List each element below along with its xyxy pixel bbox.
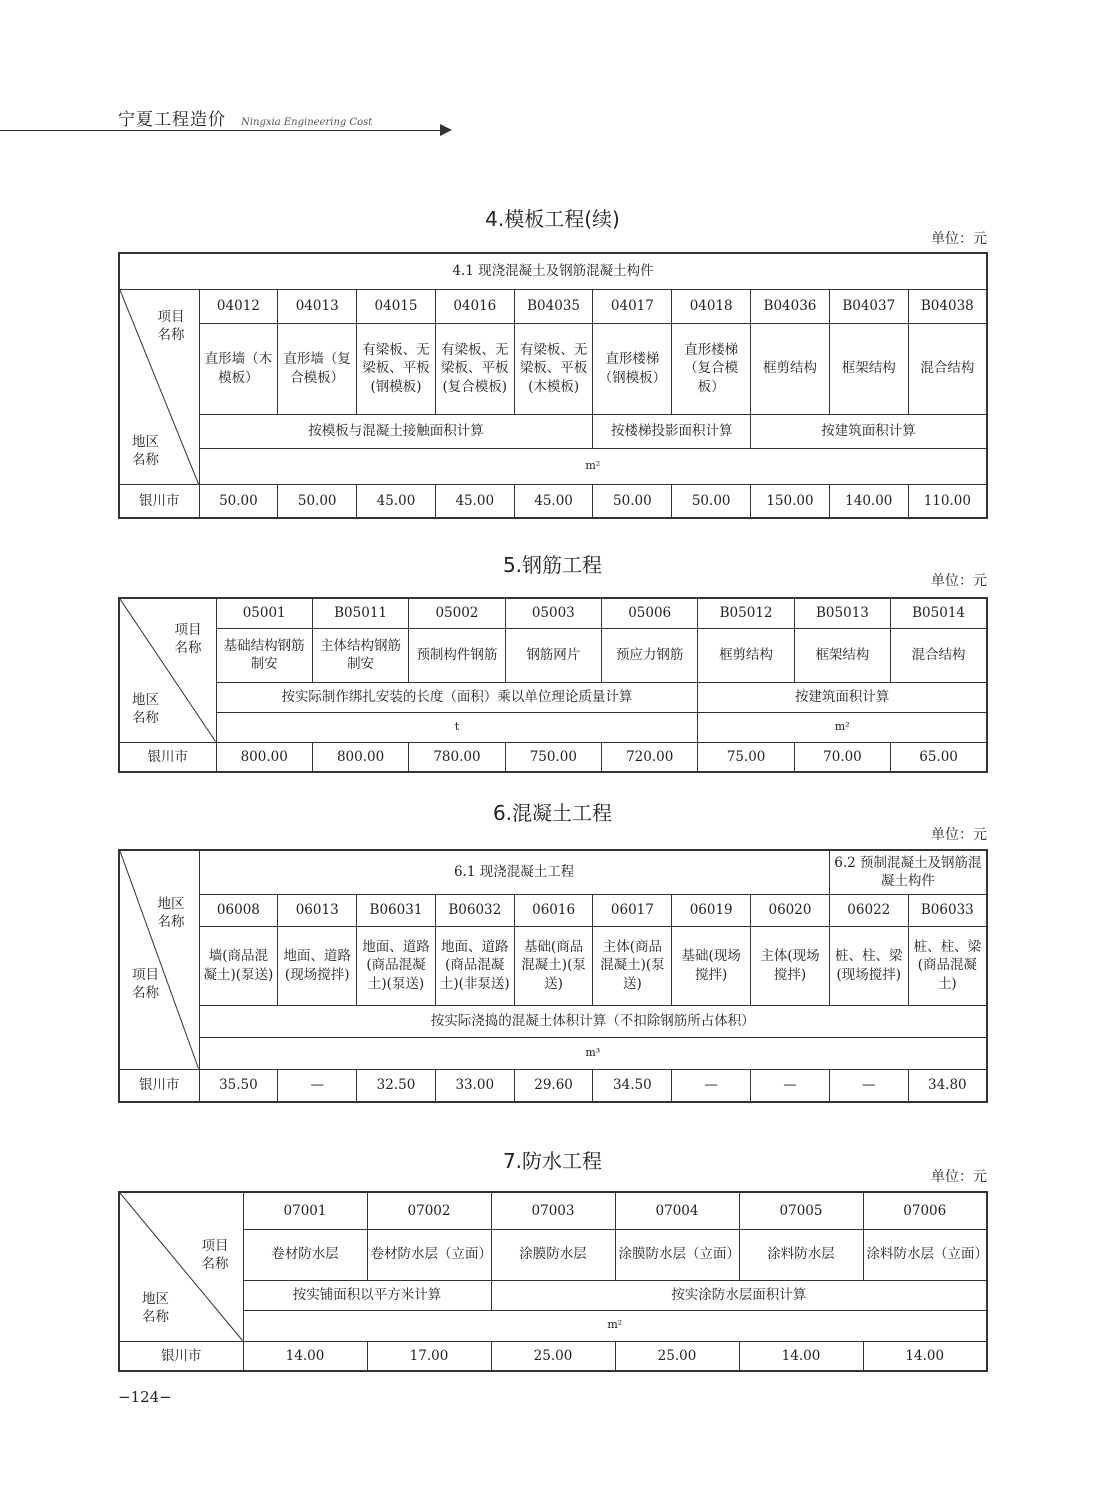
calc-method-cell: 按实际制作绑扎安装的长度（面积）乘以单位理论质量计算 [216, 682, 698, 712]
journal-title-en: Ningxia Engineering Cost [241, 117, 373, 128]
code-cell: 05006 [602, 598, 698, 628]
diagonal-header-cell [119, 850, 199, 1069]
item-name-label: 项目 名称 [132, 967, 159, 1002]
price-cell: 34.80 [908, 1069, 987, 1102]
region-cell: 银川市 [119, 1341, 243, 1371]
section-6-title: 6.混凝土工程 [492, 801, 613, 825]
price-cell: 45.00 [435, 484, 514, 518]
code-cell: B04035 [514, 289, 593, 323]
item-name-cell: 直形楼梯（钢模板） [593, 323, 672, 414]
item-name-cell: 主体(商品混凝土)(泵送) [593, 926, 672, 1005]
code-cell: B06033 [908, 894, 987, 926]
price-cell: 800.00 [216, 742, 312, 772]
price-cell: 70.00 [794, 742, 890, 772]
code-cell: B04036 [751, 289, 830, 323]
item-name-cell: 有梁板、无梁板、平板(复合模板) [435, 323, 514, 414]
code-cell: 04015 [357, 289, 436, 323]
price-cell: 800.00 [312, 742, 408, 772]
item-name-cell: 地面、道路(商品混凝土)(非泵送) [435, 926, 514, 1005]
item-name-cell: 框剪结构 [751, 323, 830, 414]
arrow-icon [440, 124, 452, 136]
item-name-cell: 直形墙（复合模板） [278, 323, 357, 414]
item-name-cell: 桩、柱、梁(现场搅拌) [829, 926, 908, 1005]
code-cell: 07005 [739, 1192, 863, 1229]
calc-method-cell: 按模板与混凝土接触面积计算 [199, 414, 593, 448]
code-cell: B05013 [794, 598, 890, 628]
table-formwork [118, 252, 988, 519]
price-cell: 50.00 [278, 484, 357, 518]
item-name-cell: 涂料防水层 [739, 1229, 863, 1280]
item-name-cell: 基础结构钢筋制安 [216, 628, 312, 682]
code-cell: 07006 [863, 1192, 987, 1229]
section-5-title: 5.钢筋工程 [502, 553, 603, 577]
code-cell: B05011 [312, 598, 408, 628]
section-4-title: 4.模板工程(续) [485, 207, 620, 231]
code-cell: 04018 [672, 289, 751, 323]
price-cell: — [829, 1069, 908, 1102]
item-name-cell: 混合结构 [908, 323, 987, 414]
journal-title: 宁夏工程造价 [118, 110, 226, 130]
code-cell: 06020 [751, 894, 830, 926]
price-cell: — [278, 1069, 357, 1102]
code-cell: 06016 [514, 894, 593, 926]
code-cell: 04016 [435, 289, 514, 323]
price-cell: 50.00 [199, 484, 278, 518]
item-name-cell: 基础(商品混凝土)(泵送) [514, 926, 593, 1005]
item-name-cell: 涂膜防水层（立面） [615, 1229, 739, 1280]
price-cell: 150.00 [751, 484, 830, 518]
section-4-unit: 单位：元 [931, 231, 987, 247]
price-cell: 45.00 [514, 484, 593, 518]
calc-method-cell: 按建筑面积计算 [698, 682, 987, 712]
price-cell: — [672, 1069, 751, 1102]
header-rule [0, 130, 448, 131]
price-cell: 32.50 [357, 1069, 436, 1102]
section-7-unit: 单位：元 [931, 1169, 987, 1185]
price-cell: 34.50 [593, 1069, 672, 1102]
code-cell: B05012 [698, 598, 794, 628]
price-cell: 750.00 [505, 742, 601, 772]
diagonal-header-cell [119, 598, 216, 742]
table-waterproof [118, 1191, 988, 1372]
section-5-unit: 单位：元 [931, 573, 987, 589]
item-name-cell: 墙(商品混凝土)(泵送) [199, 926, 278, 1005]
price-cell: 140.00 [829, 484, 908, 518]
price-cell: 33.00 [435, 1069, 514, 1102]
diagonal-header-cell [119, 1192, 243, 1341]
region-name-label: 地区 名称 [132, 692, 159, 727]
code-cell: 04012 [199, 289, 278, 323]
code-cell: 06013 [278, 894, 357, 926]
price-cell: 75.00 [698, 742, 794, 772]
item-name-label: 项目 名称 [174, 622, 202, 657]
price-cell: 17.00 [367, 1341, 491, 1371]
code-cell: 05002 [409, 598, 505, 628]
item-name-cell: 基础(现场搅拌) [672, 926, 751, 1005]
price-cell: 110.00 [908, 484, 987, 518]
code-cell: 06017 [593, 894, 672, 926]
calc-method-cell: 按实涂防水层面积计算 [491, 1280, 987, 1310]
unit-cell: m² [199, 448, 987, 484]
price-cell: 25.00 [615, 1341, 739, 1371]
code-cell: 04013 [278, 289, 357, 323]
item-name-cell: 桩、柱、梁(商品混凝土) [908, 926, 987, 1005]
price-cell: 780.00 [409, 742, 505, 772]
code-cell: 07003 [491, 1192, 615, 1229]
code-cell: 07001 [243, 1192, 367, 1229]
item-name-cell: 预制构件钢筋 [409, 628, 505, 682]
code-cell: 04017 [593, 289, 672, 323]
price-cell: 720.00 [602, 742, 698, 772]
code-cell: 05003 [505, 598, 601, 628]
code-cell: B04037 [829, 289, 908, 323]
item-name-cell: 卷材防水层（立面） [367, 1229, 491, 1280]
item-name-label: 项目 名称 [157, 308, 185, 343]
journal-header [118, 105, 372, 130]
item-name-cell: 直形楼梯（复合模板） [672, 323, 751, 414]
price-cell: 14.00 [739, 1341, 863, 1371]
unit-cell: m³ [199, 1037, 987, 1069]
code-cell: 07004 [615, 1192, 739, 1229]
item-name-cell: 混合结构 [891, 628, 987, 682]
table-rebar [118, 597, 988, 773]
code-cell: 07002 [367, 1192, 491, 1229]
price-cell: 50.00 [672, 484, 751, 518]
region-cell: 银川市 [119, 1069, 199, 1102]
region-name-label: 地区 名称 [157, 896, 185, 931]
code-cell: B06032 [435, 894, 514, 926]
unit-cell: m² [243, 1310, 987, 1341]
diagonal-header-cell [119, 289, 199, 484]
group-header-cast-in-place: 6.1 现浇混凝土工程 [199, 850, 829, 894]
item-name-cell: 钢筋网片 [505, 628, 601, 682]
region-cell: 银川市 [119, 484, 199, 518]
item-name-label: 项目 名称 [201, 1238, 229, 1273]
code-cell: B06031 [357, 894, 436, 926]
price-cell: 25.00 [491, 1341, 615, 1371]
price-cell: 50.00 [593, 484, 672, 518]
code-cell: B04038 [908, 289, 987, 323]
item-name-cell: 地面、道路(商品混凝土)(泵送) [357, 926, 436, 1005]
section-6-unit: 单位：元 [931, 827, 987, 843]
unit-cell: t [216, 712, 698, 742]
region-name-label: 地区 名称 [142, 1291, 169, 1326]
group-header-precast: 6.2 预制混凝土及钢筋混凝土构件 [829, 850, 987, 894]
calc-method-cell: 按实际浇捣的混凝土体积计算（不扣除钢筋所占体积） [199, 1005, 987, 1037]
unit-cell: m² [698, 712, 987, 742]
region-name-label: 地区 名称 [132, 434, 159, 469]
price-cell: — [751, 1069, 830, 1102]
item-name-cell: 有梁板、无梁板、平板(木模板) [514, 323, 593, 414]
price-cell: 29.60 [514, 1069, 593, 1102]
table-subtitle: 4.1 现浇混凝土及钢筋混凝土构件 [119, 253, 987, 289]
calc-method-cell: 按实铺面积以平方米计算 [243, 1280, 491, 1310]
item-name-cell: 涂料防水层（立面） [863, 1229, 987, 1280]
item-name-cell: 地面、道路(现场搅拌) [278, 926, 357, 1005]
calc-method-cell: 按楼梯投影面积计算 [593, 414, 751, 448]
item-name-cell: 卷材防水层 [243, 1229, 367, 1280]
calc-method-cell: 按建筑面积计算 [751, 414, 987, 448]
item-name-cell: 框剪结构 [698, 628, 794, 682]
price-cell: 14.00 [243, 1341, 367, 1371]
item-name-cell: 框架结构 [794, 628, 890, 682]
code-cell: 06008 [199, 894, 278, 926]
code-cell: 06019 [672, 894, 751, 926]
item-name-cell: 主体结构钢筋制安 [312, 628, 408, 682]
code-cell: 06022 [829, 894, 908, 926]
item-name-cell: 框架结构 [829, 323, 908, 414]
page-number: −124− [118, 1388, 172, 1406]
table-concrete [118, 849, 988, 1103]
item-name-cell: 主体(现场搅拌) [751, 926, 830, 1005]
item-name-cell: 涂膜防水层 [491, 1229, 615, 1280]
price-cell: 35.50 [199, 1069, 278, 1102]
price-cell: 45.00 [357, 484, 436, 518]
item-name-cell: 预应力钢筋 [602, 628, 698, 682]
price-cell: 65.00 [891, 742, 987, 772]
code-cell: B05014 [891, 598, 987, 628]
price-cell: 14.00 [863, 1341, 987, 1371]
section-7-title: 7.防水工程 [502, 1149, 603, 1173]
item-name-cell: 直形墙（木模板） [199, 323, 278, 414]
code-cell: 05001 [216, 598, 312, 628]
region-cell: 银川市 [119, 742, 216, 772]
item-name-cell: 有梁板、无梁板、平板(钢模板) [357, 323, 436, 414]
